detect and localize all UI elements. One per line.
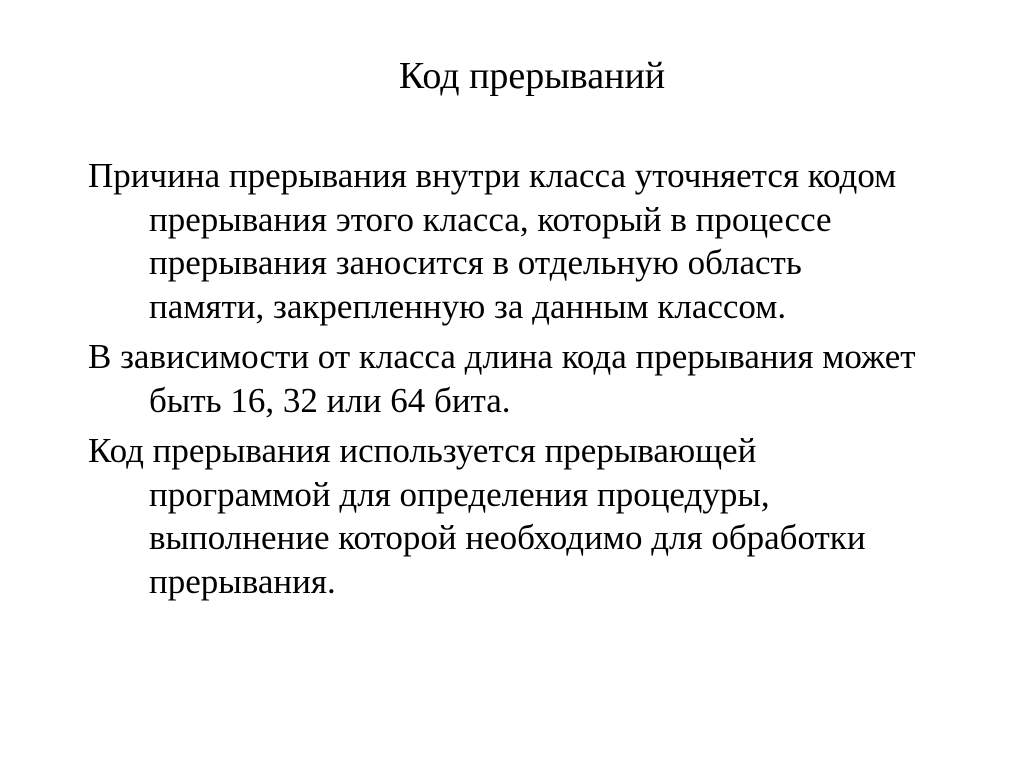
paragraph-code-length [88, 335, 918, 422]
paragraph-text: Причина прерывания внутри класса уточняется кодом прерывания этого класса, который в процессе прерывания заносится в отдельную область памяти, закрепленную за данным классом. [88, 156, 897, 326]
slide-body [88, 154, 918, 610]
paragraph-interrupt-cause [88, 154, 918, 328]
paragraph-code-usage [88, 429, 918, 603]
slide-title: Код прерываний [398, 55, 666, 97]
paragraph-text: Код прерывания используется прерывающей программой для определения процедуры, выполнение которой необходимо для обработки прерывания. [88, 431, 866, 601]
paragraph-text: В зависимости от класса длина кода прерывания может быть 16, 32 или 64 бита. [88, 337, 916, 420]
